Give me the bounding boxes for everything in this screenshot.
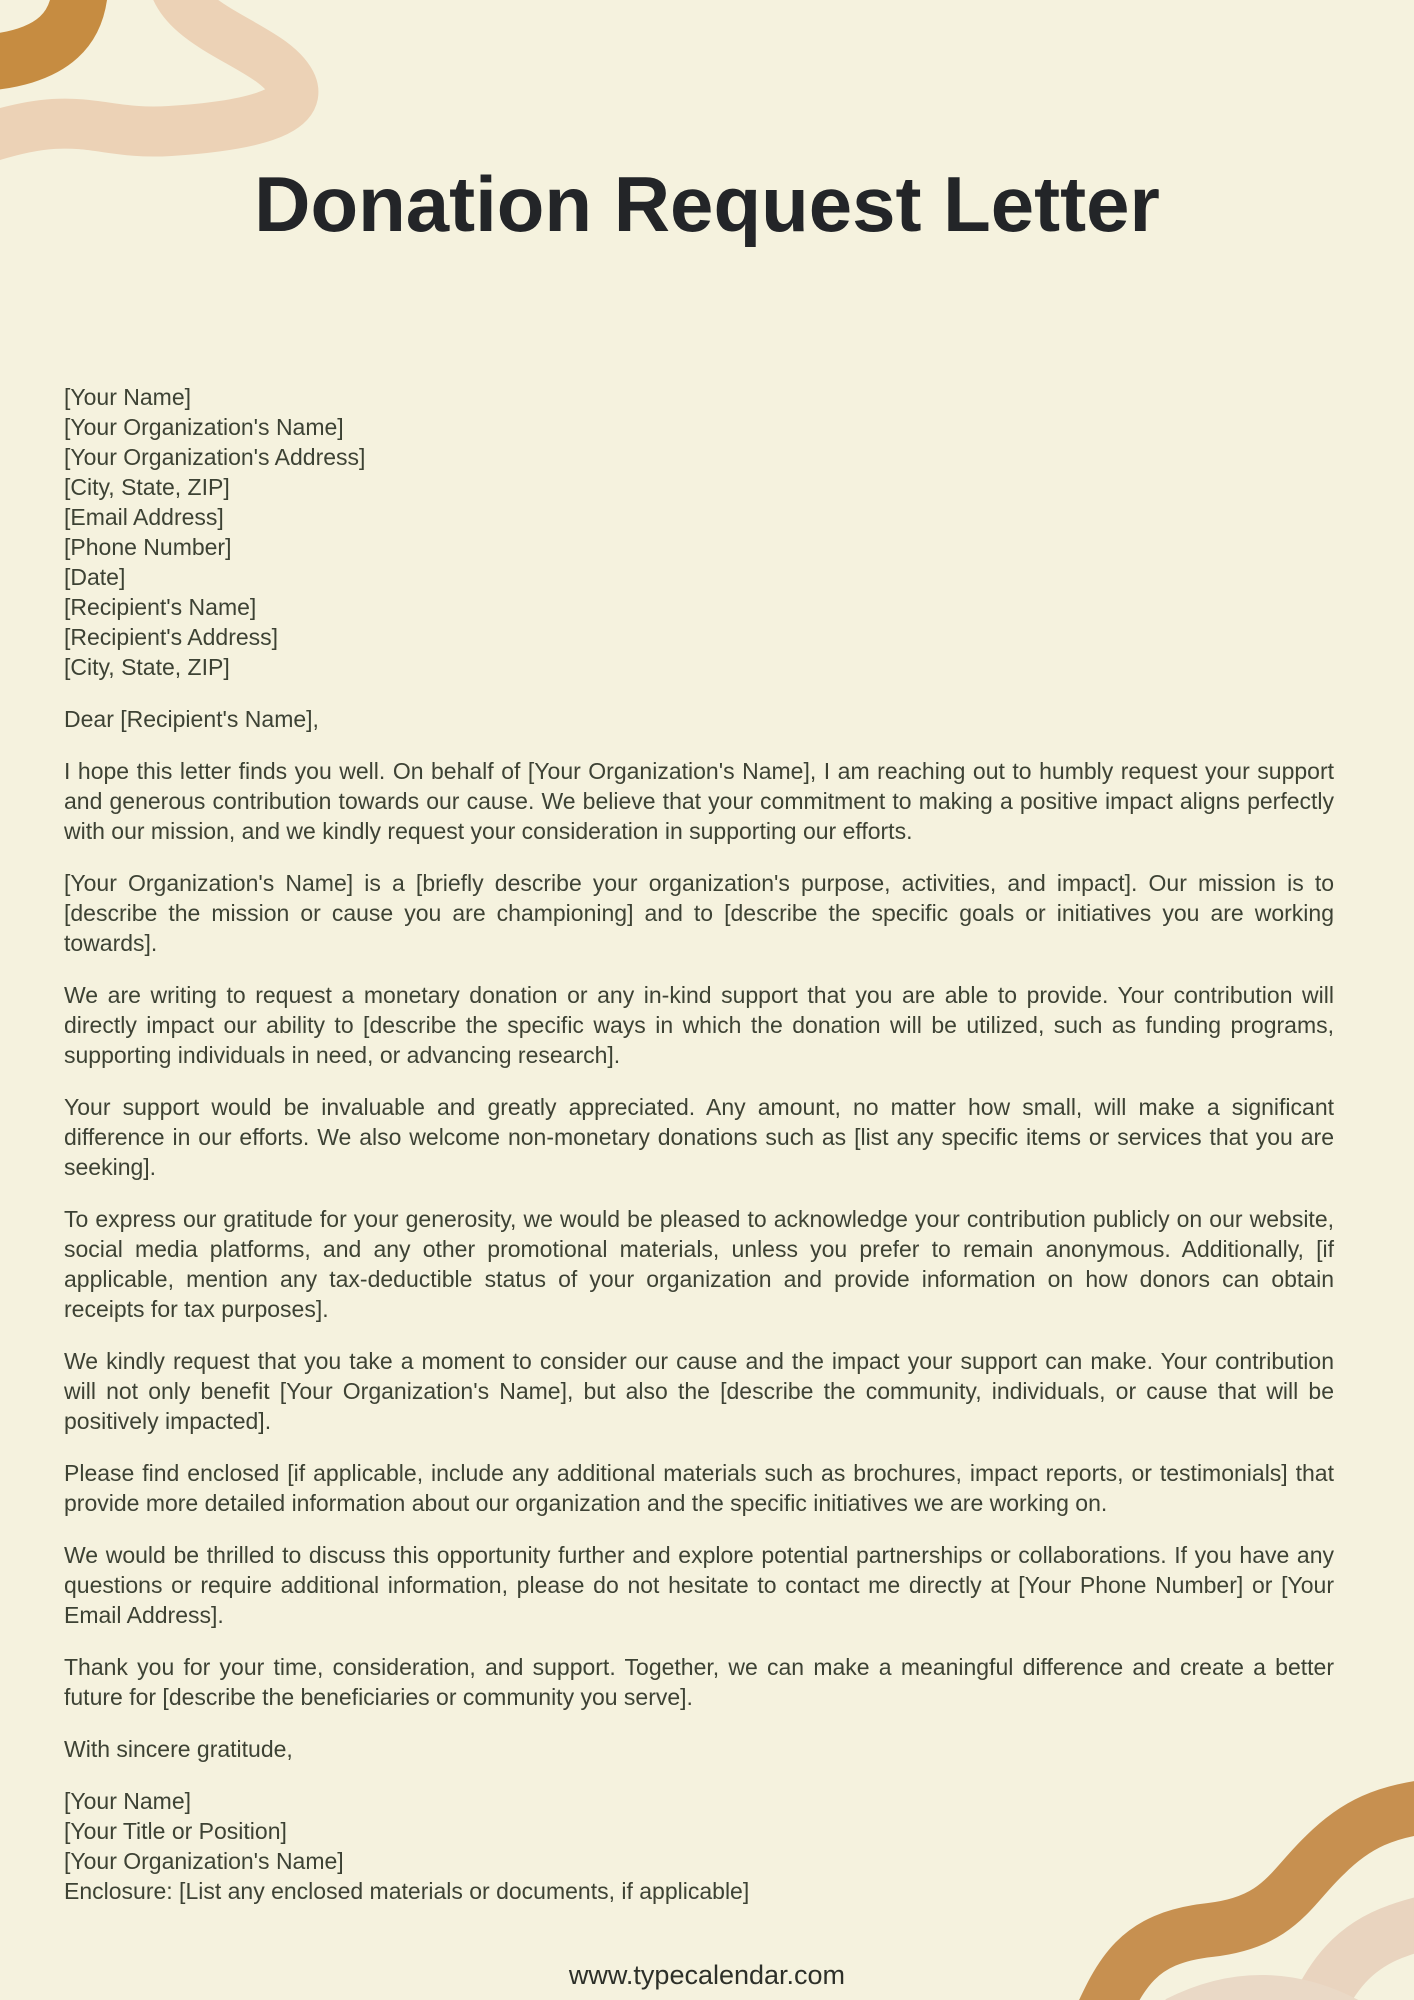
paragraph-support: Your support would be invaluable and greatly appreciated. Any amount, no matter how small, will make a significant difference in our efforts. We also welcome non-monetary donations such as [list any specific items or services that you are seeking]. [64, 1094, 1334, 1181]
enclosure-line: Enclosure: [List any enclosed materials or documents, if applicable] [64, 1878, 750, 1905]
sender-line: [City, State, ZIP] [64, 474, 230, 501]
page-title: Donation Request Letter [254, 160, 1160, 249]
paragraph-consideration: We kindly request that you take a moment to consider our cause and the impact your support can make. Your contribution will not only benefit [Your Organization's Name], but also the [describe the community, individuals, or cause that will be positively impacted]. [64, 1348, 1334, 1435]
paragraph-request: We are writing to request a monetary donation or any in-kind support that you are able to provide. Your contribution will directly impact our ability to [describe the specific ways in which the donation will be utilized, such as funding programs, supporting individuals in need, or advancing research]. [64, 982, 1334, 1069]
bottom-peach-arc-icon [1175, 1996, 1355, 2000]
signature-line: [Your Name] [64, 1788, 191, 1815]
sender-line: [Email Address] [64, 504, 224, 531]
recipient-line: [Recipient's Address] [64, 624, 279, 651]
letter-body [64, 382, 1334, 1906]
sender-line: [Your Organization's Name] [64, 414, 344, 441]
document-content [0, 52, 1414, 1992]
paragraph-thanks: Thank you for your time, consideration, and support. Together, we can make a meaningful difference and create a better future for [describe the beneficiaries or community you serve]. [64, 1654, 1334, 1711]
footer-url: www.typecalendar.com [568, 1960, 846, 1991]
closing-salutation: With sincere gratitude, [64, 1736, 293, 1763]
recipient-line: [City, State, ZIP] [64, 654, 230, 681]
paragraph-contact: We would be thrilled to discuss this opportunity further and explore potential partnerships or collaborations. If you have any questions or require additional information, please do not hesitate to contact me directly at [Your Phone Number] or [Your Email Address]. [64, 1542, 1334, 1629]
greeting: Dear [Recipient's Name], [64, 706, 319, 733]
paragraph-intro: I hope this letter finds you well. On behalf of [Your Organization's Name], I am reaching out to humbly request your support and generous contribution towards our cause. We believe that your commitment to making a positive impact aligns perfectly with our mission, and we kindly request your consideration in supporting our efforts. [64, 758, 1334, 845]
sender-line: [Phone Number] [64, 534, 232, 561]
recipient-line: [Recipient's Name] [64, 594, 257, 621]
sender-line: [Your Organization's Address] [64, 444, 366, 471]
signature-line: [Your Organization's Name] [64, 1848, 344, 1875]
sender-line: [Your Name] [64, 384, 191, 411]
signature-block [64, 1786, 1334, 1906]
paragraph-mission: [Your Organization's Name] is a [briefly describe your organization's purpose, activities, and impact]. Our mission is to [describe the mission or cause you are championing] and to [describe the specific goals or initiatives you are working towards]. [64, 870, 1334, 957]
paragraph-gratitude: To express our gratitude for your generosity, we would be pleased to acknowledge your contribution publicly on our website, social media platforms, and any other promotional materials, unless you prefer to remain anonymous. Additionally, [if applicable, mention any tax-deductible status of your organization and provide information on how donors can obtain receipts for tax purposes]. [64, 1206, 1334, 1323]
paragraph-enclosed: Please find enclosed [if applicable, include any additional materials such as brochures, impact reports, or testimonials] that provide more detailed information about our organization and the specific initiatives we are working on. [64, 1460, 1334, 1517]
date-line: [Date] [64, 564, 126, 591]
sender-address-block [64, 382, 1334, 682]
signature-line: [Your Title or Position] [64, 1818, 287, 1845]
